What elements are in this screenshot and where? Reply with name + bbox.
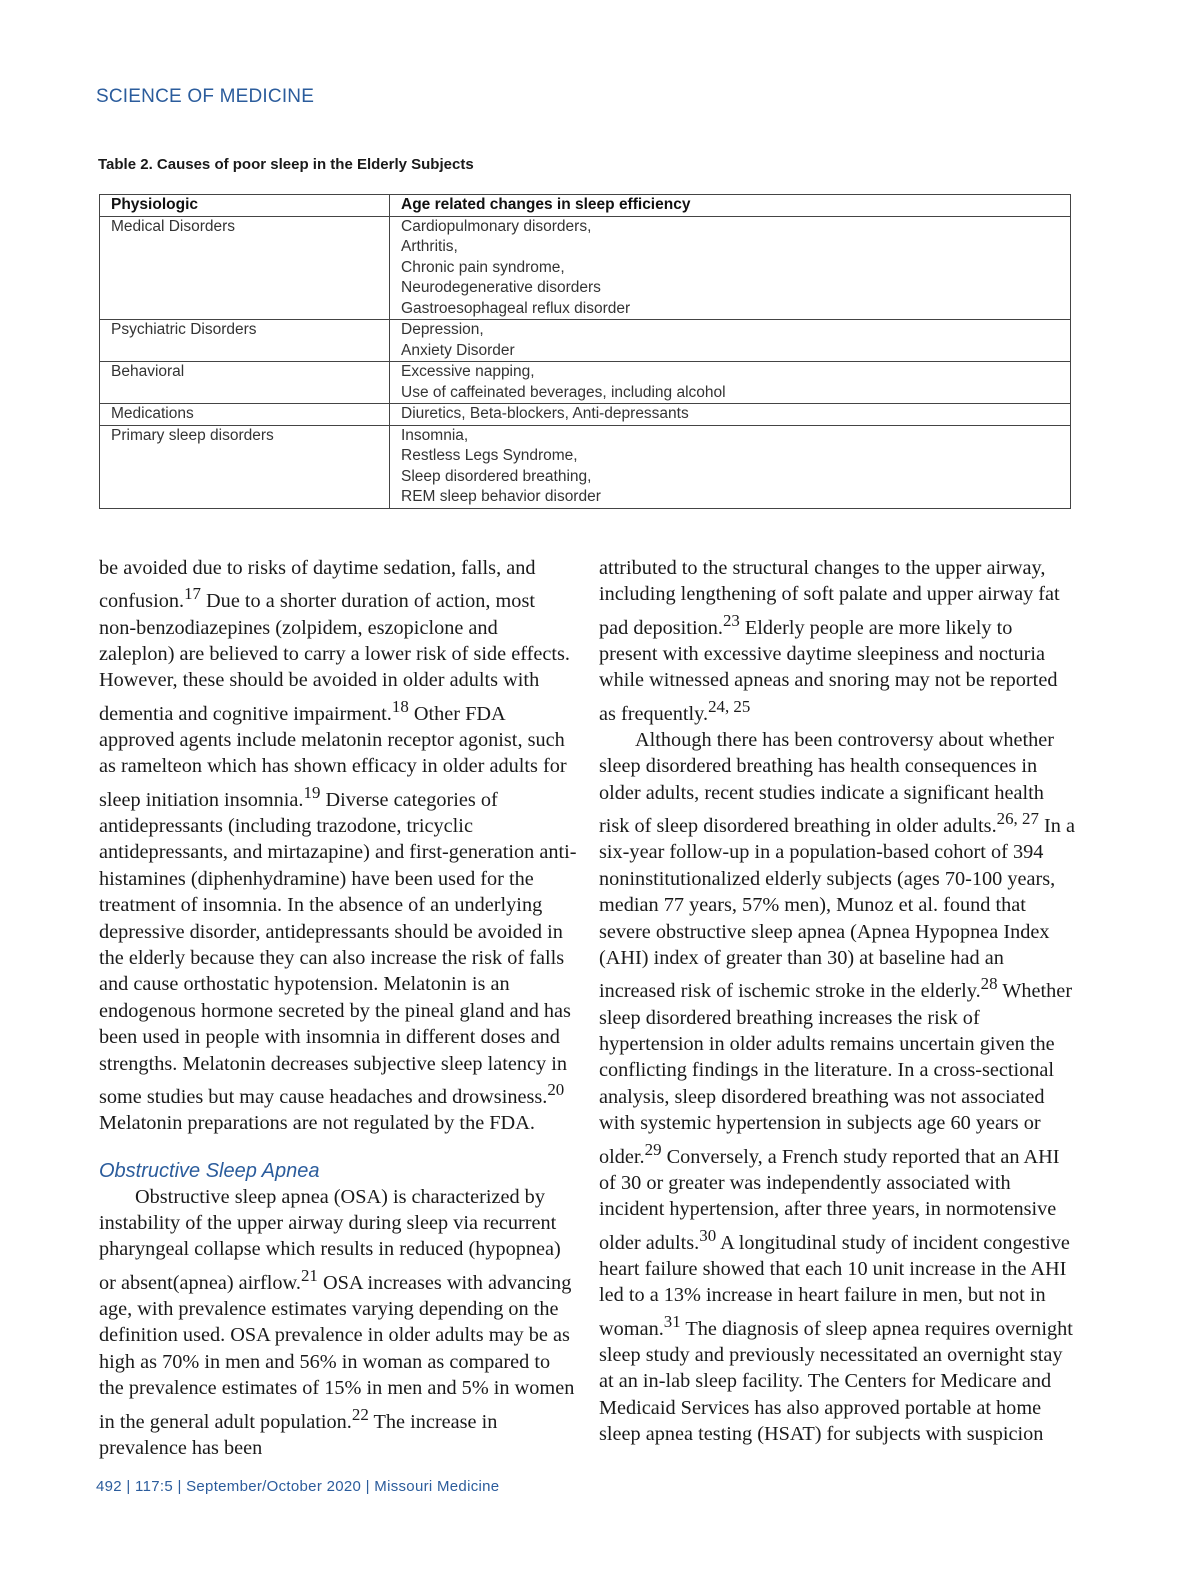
text-run: Diverse categories of antidepressants (including trazodone, tricyclic antidepressants, and mirtazapine) and first-generation anti-histamines (diphenhydramine) have been used for the treatment of insomnia. In the absence of an underlying depressive disorder, antidepressants should be avoided in the elderly because they can also increase the risk of falls and cause orthostatic hypotension. Melatonin is an endogenous hormone secreted by the pineal gland and has been used in people with insomnia in different doses and strengths. Melatonin decreases subjective sleep latency in some studies but may cause headaches and drowsiness. xyxy=(99,788,577,1108)
table-row xyxy=(100,425,1071,508)
section-label: SCIENCE OF MEDICINE xyxy=(96,86,315,107)
row-items xyxy=(390,425,1071,508)
text-run: Obstructive sleep apnea (OSA) is characterized by instability of the upper airway during sleep via recurrent pharyngeal collapse which results in reduced (hypopnea) or absent(apnea) airflow. xyxy=(99,1185,561,1294)
row-item: Restless Legs Syndrome, xyxy=(401,447,578,464)
text-run: attributed to the structural changes to the upper airway, including lengthening of soft palate and upper airway fat pad deposition. xyxy=(599,557,1060,639)
text-run: be avoided due to risks of daytime sedation, falls, and confusion. xyxy=(99,557,536,613)
citation: 26, 27 xyxy=(996,809,1039,829)
citation: 17 xyxy=(184,584,201,604)
row-items xyxy=(390,216,1071,320)
paragraph xyxy=(599,727,1075,1447)
row-item: Gastroesophageal reflux disorder xyxy=(401,299,631,317)
row-item: Excessive napping, xyxy=(401,363,535,380)
row-item: Chronic pain syndrome, xyxy=(401,258,565,276)
page-footer: 492 | 117:5 | September/October 2020 | Missouri Medicine xyxy=(96,1478,500,1495)
row-item: Use of caffeinated beverages, including alcohol xyxy=(401,383,726,401)
citation: 23 xyxy=(722,610,740,630)
paragraph xyxy=(99,555,577,1137)
citation: 19 xyxy=(303,782,321,802)
citation: 20 xyxy=(547,1080,565,1100)
row-item: Anxiety Disorder xyxy=(401,341,515,359)
text-run: Other FDA approved agents include melatonin receptor agonist, such as ramelteon which has shown efficacy in older adults for sleep initiation insomnia. xyxy=(99,702,567,811)
citation: 21 xyxy=(300,1265,318,1285)
row-items xyxy=(390,404,1071,426)
row-item: Cardiopulmonary disorders, xyxy=(401,217,592,235)
row-category: Psychiatric Disorders xyxy=(100,320,390,362)
text-run: The diagnosis of sleep apnea requires overnight sleep study and previously necessitated an overnight stay at an in-lab sleep facility. The Centers for Medicare and Medicaid Services has also approved portable at home sleep apnea testing (HSAT) for subjects with suspicion xyxy=(599,1317,1073,1445)
text-run: Melatonin preparations are not regulated by the FDA. xyxy=(99,1112,535,1135)
citation: 28 xyxy=(980,974,998,994)
row-item: Arthritis, xyxy=(401,238,458,255)
column-header-age-related: Age related changes in sleep efficiency xyxy=(390,195,1071,217)
citation: 31 xyxy=(663,1311,681,1331)
row-item: Sleep disordered breathing, xyxy=(401,467,592,485)
citation: 29 xyxy=(644,1139,662,1159)
left-column xyxy=(99,555,577,1461)
table-row xyxy=(100,362,1071,404)
table-row xyxy=(100,216,1071,320)
table-row xyxy=(100,404,1071,426)
citation: 18 xyxy=(391,696,409,716)
subsection-heading: Obstructive Sleep Apnea xyxy=(99,1159,320,1182)
row-items xyxy=(390,320,1071,362)
row-items xyxy=(390,362,1071,404)
paragraph xyxy=(99,1184,577,1462)
text-run: Conversely, a French study reported that an AHI of 30 or greater was independently associated with incident hypertension, after three years, in normotensive older adults. xyxy=(599,1145,1060,1254)
text-run: Due to a shorter duration of action, most non-benzodiazepines (zolpidem, eszopiclone and zaleplon) are believed to carry a lower risk of side effects. However, these should be avoided in older adults with dementia and cognitive impairment. xyxy=(99,590,570,725)
table-caption: Table 2. Causes of poor sleep in the Elderly Subjects xyxy=(98,156,474,173)
citation: 30 xyxy=(699,1225,717,1245)
row-item: Diuretics, Beta-blockers, Anti-depressants xyxy=(401,405,689,422)
row-category: Medications xyxy=(100,404,390,426)
text-run: A longitudinal study of incident congestive heart failure showed that each 10 unit increase in the AHI led to a 13% increase in heart failure in men, but not in woman. xyxy=(599,1231,1070,1340)
row-item: REM sleep behavior disorder xyxy=(401,488,601,505)
row-category: Medical Disorders xyxy=(100,216,390,320)
row-item: Insomnia, xyxy=(401,426,469,444)
row-item: Depression, xyxy=(401,321,484,338)
table-header-row xyxy=(100,195,1071,217)
text-run: In a six-year follow-up in a population-based cohort of 394 noninstitutionalized elderly subjects (ages 70-100 years, median 77 years, 57% men), Munoz et al. found that severe obstructive sleep apnea (Apnea Hypopnea Index (AHI) index of greater than 30) at baseline had an increased risk of ischemic stroke in the elderly. xyxy=(599,814,1075,1003)
right-column xyxy=(599,555,1075,1447)
text-run: Although there has been controversy about whether sleep disordered breathing has health consequences in older adults, recent studies indicate a significant health risk of sleep disordered breathing in older adults. xyxy=(599,728,1055,837)
column-header-physiologic: Physiologic xyxy=(100,195,390,217)
citation: 22 xyxy=(351,1404,369,1424)
row-category: Behavioral xyxy=(100,362,390,404)
table-row xyxy=(100,320,1071,362)
causes-table xyxy=(99,194,1071,509)
row-category: Primary sleep disorders xyxy=(100,425,390,508)
text-run: OSA increases with advancing age, with prevalence estimates varying depending on the definition used. OSA prevalence in older adults may be as high as 70% in men and 56% in woman as compared to the prevalence estimates of 15% in men and 5% in women in the general adult population. xyxy=(99,1271,575,1433)
paragraph xyxy=(599,555,1075,727)
row-item: Neurodegenerative disorders xyxy=(401,279,601,296)
citation: 24, 25 xyxy=(708,696,751,716)
text-run: Whether sleep disordered breathing increases the risk of hypertension in older adults remains uncertain given the conflicting findings in the literature. In a cross-sectional analysis, sleep disordered breathing was not associated with systemic hypertension in subjects age 60 years or older. xyxy=(599,980,1073,1168)
text-run: The increase in prevalence has been xyxy=(99,1410,498,1459)
text-run: Elderly people are more likely to present with excessive daytime sleepiness and nocturia while witnessed apneas and snoring may not be reported as frequently. xyxy=(599,616,1058,725)
